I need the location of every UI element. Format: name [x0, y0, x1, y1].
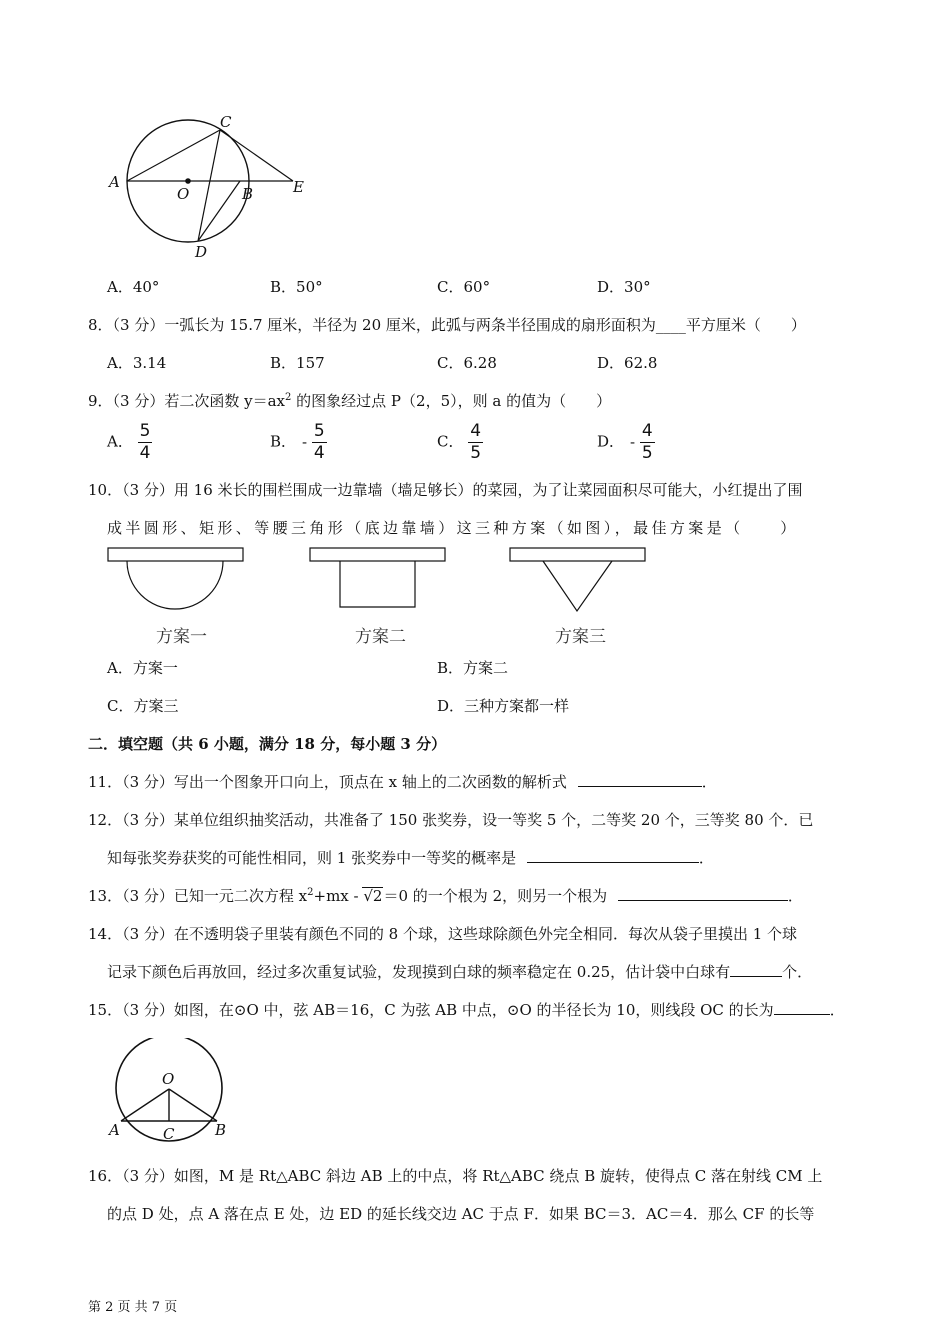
line-c-e — [220, 130, 293, 181]
q8-option-d: D．62.8 — [597, 354, 658, 372]
q16-question-line1: 16．（3 分）如图，M 是 Rt△ABC 斜边 AB 上的中点，将 Rt△ABC 绕点 B 旋转，使得点 C 落在射线 CM 上 — [88, 1167, 823, 1185]
q13-prefix: 13．（3 分）已知一元二次方程 x — [88, 887, 308, 905]
q15-end: ． — [829, 1001, 845, 1019]
triangle-shape — [543, 561, 612, 611]
label-b: B — [215, 1121, 227, 1139]
q12-end: ． — [698, 849, 714, 867]
q8-option-b: B．157 — [270, 354, 325, 372]
q12-answer-blank[interactable] — [527, 848, 699, 863]
q12-text: 知每张奖券获奖的可能性相同，则 1 张奖券中一等奖的概率是 — [107, 849, 517, 867]
label-a: A — [109, 173, 120, 191]
q14-text: 记录下颜色后再放回，经过多次重复试验，发现摸到白球的频率稳定在 0.25，估计袋中白球有 — [107, 963, 731, 981]
q9-option-d-sign: - — [630, 432, 636, 451]
semicircle-shape — [127, 561, 223, 609]
plan-label-1: 方案一 — [156, 627, 207, 647]
q9-option-c-fraction — [468, 423, 483, 462]
fraction-denominator: 4 — [313, 443, 325, 463]
q8-option-a: A．3.14 — [107, 354, 167, 372]
q9-exponent: 2 — [285, 392, 292, 403]
label-c: C — [163, 1125, 175, 1143]
q9-question — [88, 390, 611, 411]
q10-option-d: D．三种方案都一样 — [437, 697, 570, 715]
q9-option-a-letter: A． — [107, 432, 133, 451]
fraction-denominator: 4 — [139, 443, 151, 463]
q9-option-a-fraction — [138, 423, 153, 462]
line-a-c — [127, 130, 220, 181]
q11-answer-blank[interactable] — [578, 772, 702, 787]
plan-label-3: 方案三 — [555, 627, 606, 647]
fraction-denominator: 5 — [641, 443, 653, 463]
q9-option-b-sign: - — [302, 432, 308, 451]
q9-option-b — [270, 423, 327, 462]
fraction-denominator: 5 — [470, 443, 482, 463]
q9-option-b-fraction — [312, 423, 327, 462]
q10-question-line2: 成半圆形、矩形、等腰三角形（底边靠墙）这三种方案（如图），最佳方案是（ ） — [107, 519, 799, 537]
plan-label-2: 方案二 — [355, 627, 406, 647]
q13-sqrt: √2 — [363, 887, 383, 905]
q14-end: 个． — [782, 963, 813, 981]
q9-option-c — [437, 423, 483, 462]
page-footer: 第 2 页 共 7 页 — [88, 1300, 178, 1315]
q13-answer-blank[interactable] — [618, 886, 788, 901]
q8-question: 8．（3 分）一弧长为 15.7 厘米，半径为 20 厘米，此弧与两条半径围成的扇形面积为____平方厘米（ ） — [88, 316, 806, 334]
fraction-numerator: 4 — [641, 421, 653, 441]
q10-option-c: C．方案三 — [107, 697, 179, 715]
q15-text: 15．（3 分）如图，在⊙O 中，弦 AB＝16，C 为弦 AB 中点，⊙O 的半径长为 10，则线段 OC 的长为 — [88, 1001, 774, 1019]
q9-option-d — [597, 423, 655, 462]
q13-exponent: 2 — [307, 887, 314, 898]
label-o: O — [162, 1070, 175, 1088]
fraction-numerator: 5 — [313, 421, 325, 441]
q15-circle-figure — [105, 1038, 235, 1143]
q13-suffix: ＝0 的一个根为 2，则另一个根为 — [383, 887, 608, 905]
q7-option-d: D．30° — [597, 278, 651, 296]
q9-option-a — [107, 423, 152, 462]
q11-text: 11．（3 分）写出一个图象开口向上，顶点在 x 轴上的二次函数的解析式 — [88, 773, 567, 791]
q9-option-d-fraction — [640, 423, 655, 462]
q7-option-a: A．40° — [107, 278, 160, 296]
q10-plans-figure — [100, 545, 660, 615]
q7-option-c: C．60° — [437, 278, 491, 296]
q12-question-line1: 12．（3 分）某单位组织抽奖活动，共准备了 150 张奖券，设一等奖 5 个，二等奖 20 个，三等奖 80 个．已 — [88, 811, 814, 829]
q13-question — [88, 885, 803, 906]
label-d: D — [195, 243, 208, 261]
q9-option-d-letter: D． — [597, 432, 625, 451]
fraction-numerator: 4 — [470, 421, 482, 441]
label-o: O — [177, 185, 190, 203]
wall-2 — [310, 548, 445, 561]
q11-end: ． — [701, 773, 717, 791]
section-heading: 二．填空题（共 6 小题，满分 18 分，每小题 3 分） — [88, 735, 447, 753]
q8-option-c: C．6.28 — [437, 354, 497, 372]
wall-3 — [510, 548, 645, 561]
q9-option-c-letter: C． — [437, 432, 464, 451]
q13-end: ． — [787, 887, 803, 905]
q9-prefix: 9．（3 分）若二次函数 y＝ax — [88, 392, 286, 410]
q7-circle-figure — [100, 115, 320, 265]
q11-question — [88, 771, 717, 792]
rectangle-shape — [340, 561, 415, 607]
q13-mid: +mx - — [313, 887, 364, 905]
q15-question — [88, 999, 845, 1020]
q14-question-line1: 14．（3 分）在不透明袋子里装有颜色不同的 8 个球，这些球除颜色外完全相同．每次从袋子里摸出 1 个球 — [88, 925, 798, 943]
radius-ob — [169, 1089, 217, 1121]
q12-question-line2 — [107, 847, 714, 868]
fraction-numerator: 5 — [139, 421, 151, 441]
q7-option-b: B．50° — [270, 278, 323, 296]
label-b: B — [242, 185, 254, 203]
q14-question-line2 — [107, 961, 812, 982]
q10-question-line1: 10．（3 分）用 16 米长的围栏围成一边靠墙（墙足够长）的菜园，为了让菜园面积尽可能大，小红提出了围 — [88, 481, 803, 499]
q10-option-b: B．方案二 — [437, 659, 509, 677]
q9-option-b-letter: B． — [270, 432, 297, 451]
q14-answer-blank[interactable] — [730, 962, 782, 977]
wall-1 — [108, 548, 243, 561]
q16-question-line2: 的点 D 处，点 A 落在点 E 处，边 ED 的延长线交边 AC 于点 F．如果 BC＝3．AC＝4．那么 CF 的长等 — [107, 1205, 815, 1223]
q15-answer-blank[interactable] — [774, 1000, 830, 1015]
center-dot — [185, 178, 191, 184]
q9-suffix: 的图象经过点 P（2，5），则 a 的值为（ ） — [291, 392, 612, 410]
q10-option-a: A．方案一 — [107, 659, 178, 677]
label-a: A — [109, 1121, 120, 1139]
label-e: E — [293, 178, 304, 196]
radius-oa — [121, 1089, 169, 1121]
label-c: C — [220, 115, 232, 131]
